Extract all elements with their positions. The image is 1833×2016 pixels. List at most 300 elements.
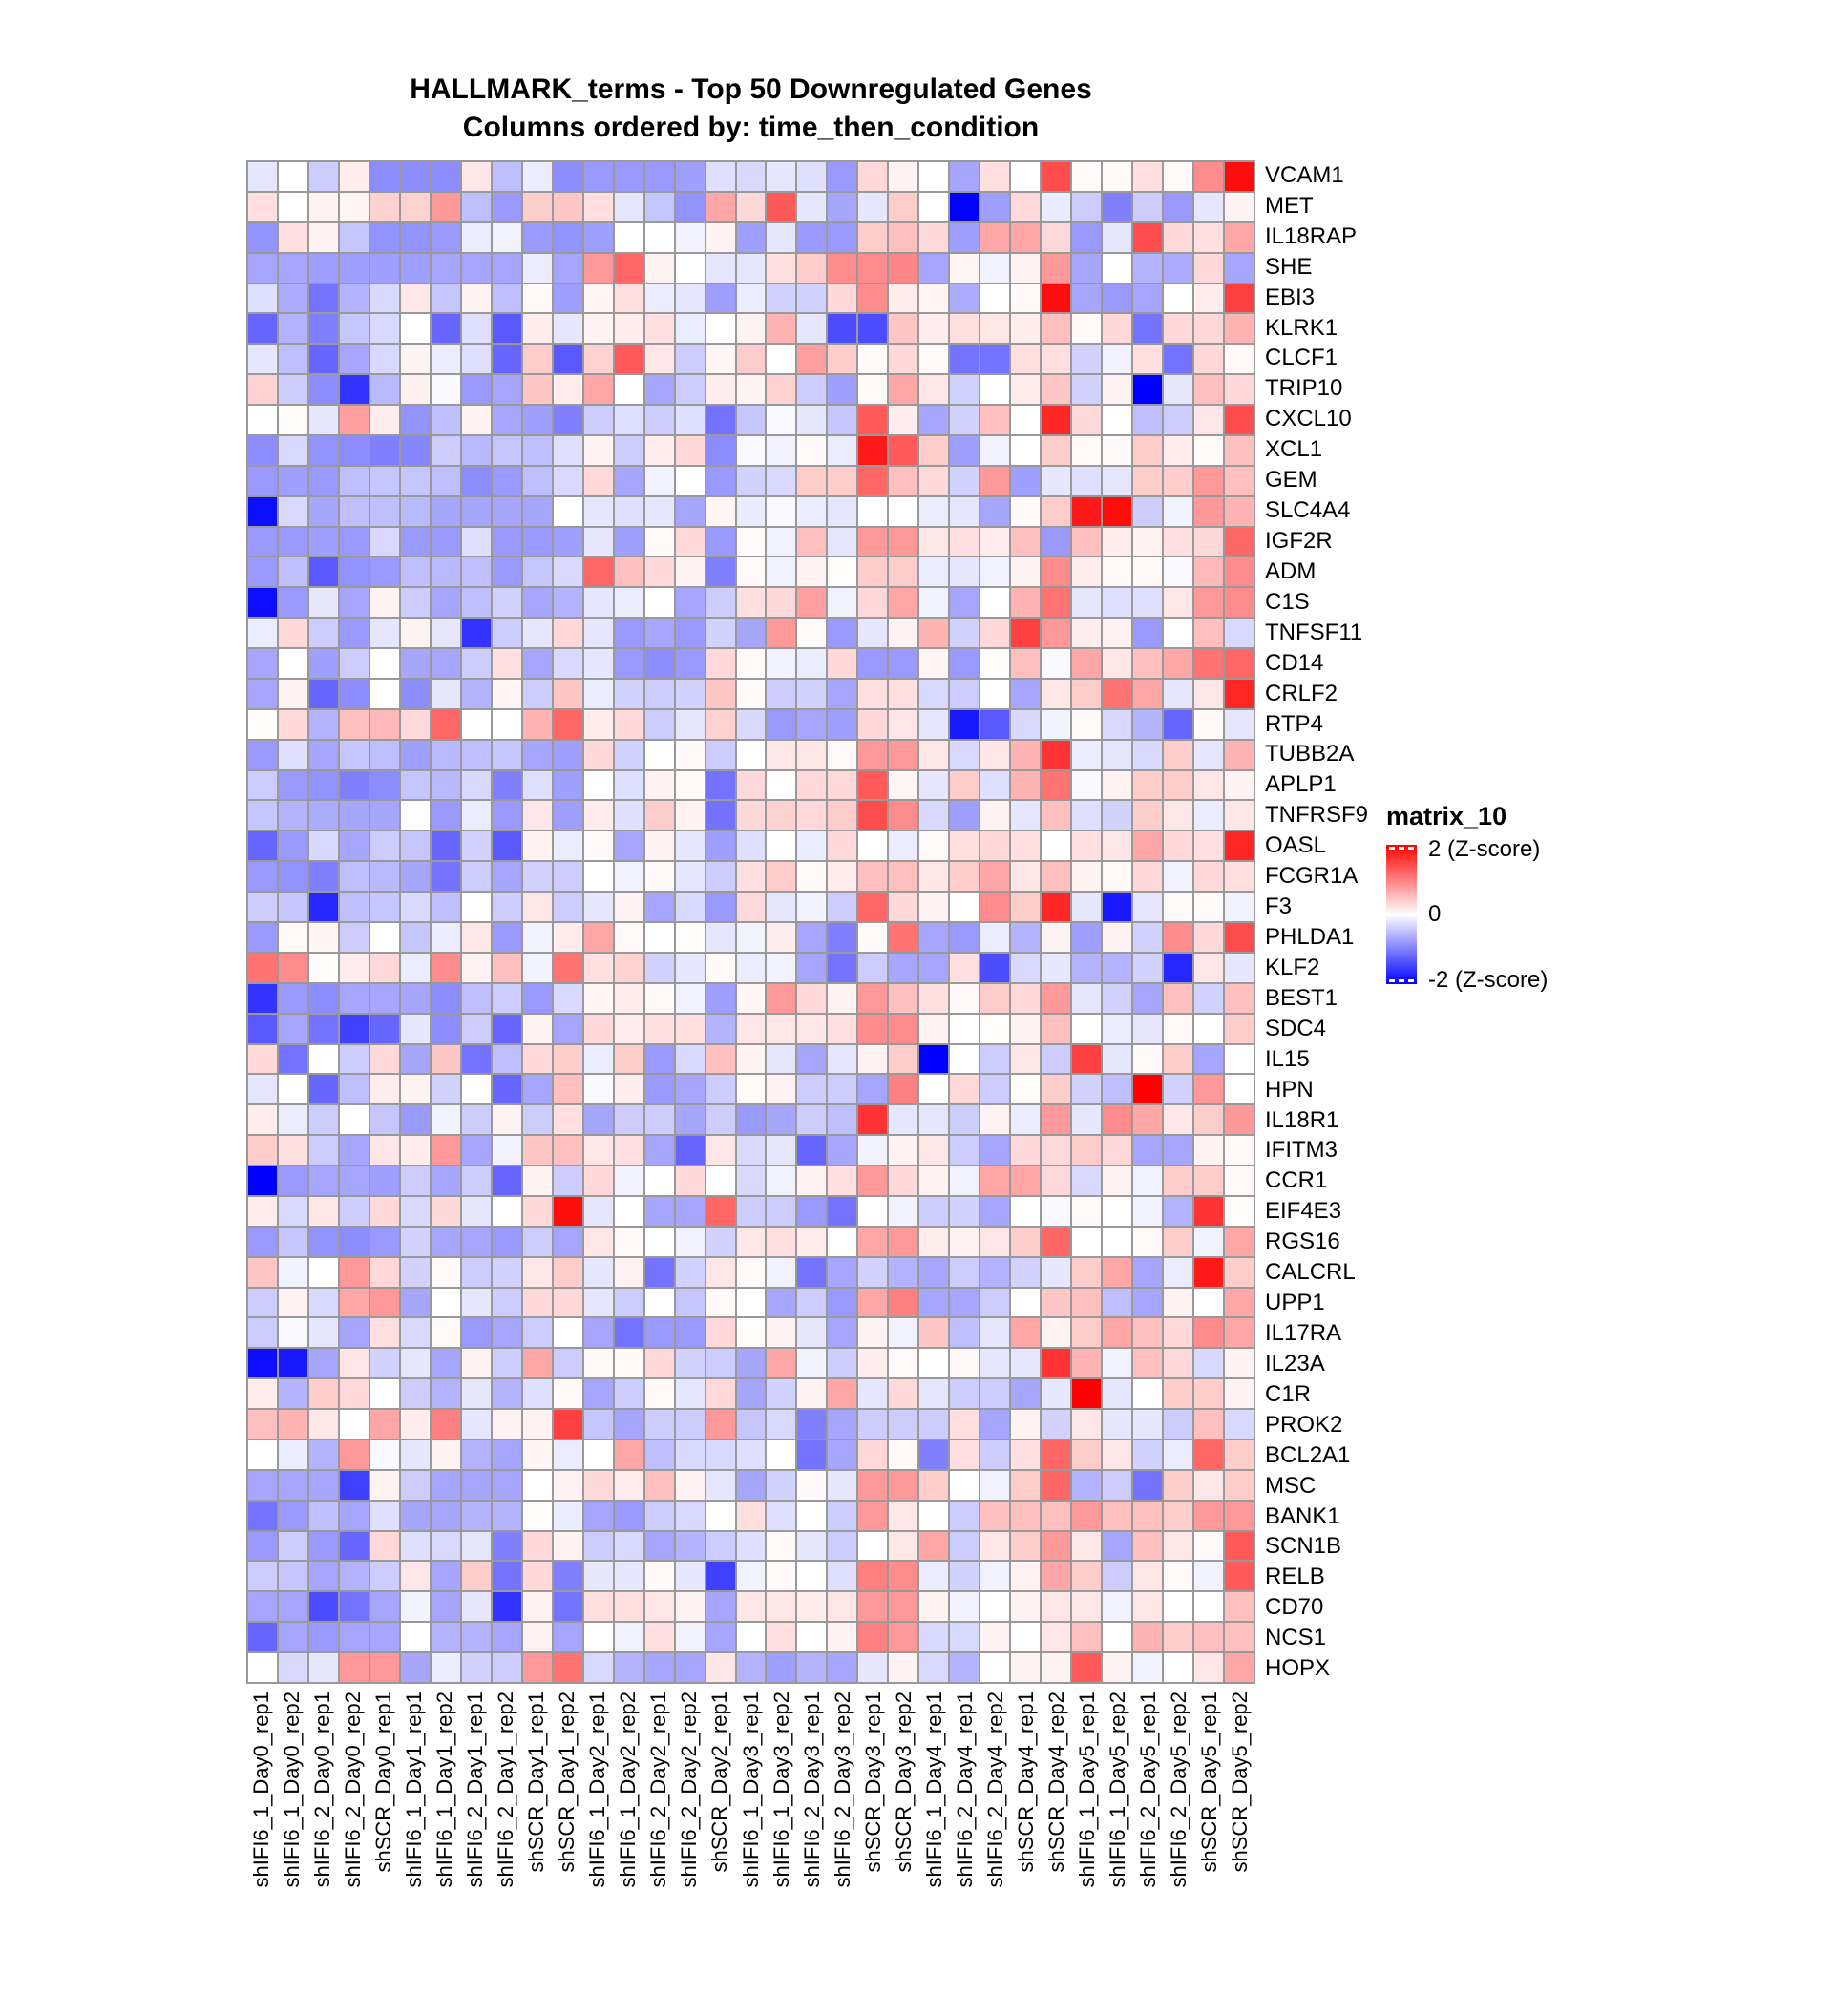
heatmap-cell: [370, 1562, 399, 1590]
heatmap-cell: [584, 680, 613, 708]
heatmap-cell: [889, 223, 917, 252]
heatmap-cell: [919, 1075, 948, 1103]
heatmap-cell: [1103, 193, 1131, 221]
heatmap-cell: [1042, 1623, 1070, 1651]
heatmap-cell: [1194, 1623, 1223, 1651]
heatmap-cell: [1225, 1349, 1254, 1377]
heatmap-cell: [1194, 223, 1223, 252]
heatmap-cell: [1072, 1471, 1101, 1500]
heatmap-cell: [309, 923, 338, 952]
heatmap-cell: [1194, 1349, 1223, 1377]
heatmap-cell: [370, 1258, 399, 1287]
heatmap-cell: [615, 284, 643, 313]
heatmap-cell: [950, 467, 979, 495]
heatmap-cell: [493, 984, 521, 1013]
heatmap-cell: [523, 1410, 552, 1438]
heatmap-cell: [737, 1289, 766, 1317]
heatmap-cell: [279, 193, 307, 221]
heatmap-cell: [645, 680, 674, 708]
heatmap-cell: [1133, 1532, 1162, 1561]
heatmap-cell: [462, 1166, 491, 1195]
heatmap-cell: [462, 771, 491, 800]
heatmap-cell: [340, 954, 369, 982]
heatmap-cell: [279, 892, 307, 921]
heatmap-cell: [706, 193, 735, 221]
heatmap-cell: [493, 193, 521, 221]
heatmap-cell: [797, 1592, 826, 1621]
heatmap-cell: [1164, 528, 1192, 556]
heatmap-cell: [584, 284, 613, 313]
heatmap-cell: [645, 1532, 674, 1561]
heatmap-cell: [950, 862, 979, 891]
heatmap-cell: [737, 1318, 766, 1347]
heatmap-cell: [797, 162, 826, 191]
heatmap-cell: [1225, 1410, 1254, 1438]
heatmap-cell: [645, 1258, 674, 1287]
heatmap-cell: [1072, 1045, 1101, 1074]
heatmap-cell: [706, 1045, 735, 1074]
legend-tick-mid: [1389, 914, 1414, 916]
heatmap-cell: [1133, 528, 1162, 556]
heatmap-cell: [1042, 375, 1070, 404]
heatmap-cell: [950, 254, 979, 283]
row-label: HPN: [1265, 1076, 1314, 1102]
heatmap-cell: [797, 528, 826, 556]
heatmap-cell: [584, 1105, 613, 1134]
heatmap-cell: [554, 619, 582, 647]
legend-title: matrix_10: [1386, 802, 1507, 830]
heatmap-cell: [309, 1197, 338, 1226]
heatmap-cell: [1133, 162, 1162, 191]
heatmap-cell: [462, 1502, 491, 1530]
heatmap-cell: [554, 680, 582, 708]
heatmap-cell: [706, 1105, 735, 1134]
heatmap-cell: [858, 223, 887, 252]
heatmap-cell: [676, 1562, 705, 1590]
heatmap-cell: [1133, 314, 1162, 343]
heatmap-cell: [889, 954, 917, 982]
heatmap-cell: [432, 1349, 460, 1377]
heatmap-cell: [919, 375, 948, 404]
heatmap-cell: [1164, 680, 1192, 708]
heatmap-cell: [248, 954, 277, 982]
heatmap-cell: [645, 771, 674, 800]
heatmap-cell: [858, 406, 887, 434]
heatmap-cell: [584, 1136, 613, 1165]
heatmap-cell: [1072, 831, 1101, 860]
heatmap-cell: [1133, 1197, 1162, 1226]
heatmap-cell: [737, 1623, 766, 1651]
heatmap-cell: [828, 436, 856, 465]
heatmap-cell: [1042, 1075, 1070, 1103]
heatmap-cell: [554, 1502, 582, 1530]
heatmap-cell: [1225, 1653, 1254, 1682]
heatmap-cell: [980, 406, 1009, 434]
heatmap-cell: [370, 436, 399, 465]
heatmap-cell: [706, 1136, 735, 1165]
heatmap-cell: [401, 923, 430, 952]
heatmap-legend: [1386, 802, 1549, 993]
heatmap-cell: [737, 892, 766, 921]
heatmap-cell: [1103, 1075, 1131, 1103]
heatmap-cell: [889, 1532, 917, 1561]
heatmap-cell: [1164, 254, 1192, 283]
heatmap-cell: [1194, 1532, 1223, 1561]
heatmap-cell: [1225, 710, 1254, 739]
heatmap-cell: [737, 741, 766, 769]
heatmap-cell: [919, 284, 948, 313]
heatmap-cell: [554, 954, 582, 982]
heatmap-cell: [554, 314, 582, 343]
heatmap-cell: [919, 1532, 948, 1561]
heatmap-cell: [1164, 557, 1192, 586]
heatmap-cell: [980, 1136, 1009, 1165]
heatmap-cell: [797, 1045, 826, 1074]
heatmap-cell: [584, 1562, 613, 1590]
heatmap-cell: [676, 1623, 705, 1651]
heatmap-cell: [1133, 649, 1162, 678]
heatmap-cell: [919, 1228, 948, 1256]
heatmap-cell: [370, 1532, 399, 1561]
heatmap-cell: [370, 497, 399, 526]
heatmap-cell: [828, 1562, 856, 1590]
heatmap-cell: [1194, 588, 1223, 617]
heatmap-cell: [615, 862, 643, 891]
heatmap-cell: [737, 1136, 766, 1165]
heatmap-cell: [1225, 1197, 1254, 1226]
heatmap-cell: [554, 1289, 582, 1317]
heatmap-cell: [248, 1653, 277, 1682]
heatmap-cell: [645, 1136, 674, 1165]
heatmap-cell: [554, 649, 582, 678]
heatmap-cell: [1072, 892, 1101, 921]
heatmap-cell: [950, 528, 979, 556]
heatmap-cell: [1042, 557, 1070, 586]
heatmap-cell: [554, 375, 582, 404]
heatmap-cell: [1194, 923, 1223, 952]
heatmap-cell: [279, 1471, 307, 1500]
heatmap-cell: [462, 497, 491, 526]
heatmap-cell: [554, 1105, 582, 1134]
heatmap-cell: [676, 497, 705, 526]
heatmap-cell: [584, 1289, 613, 1317]
heatmap-cell: [309, 984, 338, 1013]
heatmap-cell: [676, 1289, 705, 1317]
heatmap-cell: [370, 1379, 399, 1408]
heatmap-cell: [493, 375, 521, 404]
heatmap-cell: [737, 436, 766, 465]
heatmap-cell: [1072, 1379, 1101, 1408]
heatmap-cell: [340, 588, 369, 617]
heatmap-cell: [554, 1379, 582, 1408]
heatmap-cell: [737, 831, 766, 860]
heatmap-cell: [767, 406, 795, 434]
heatmap-cell: [1042, 923, 1070, 952]
heatmap-cell: [584, 984, 613, 1013]
row-label: C1S: [1265, 588, 1310, 615]
heatmap-cell: [279, 1440, 307, 1469]
heatmap-cell: [1194, 649, 1223, 678]
heatmap-cell: [1133, 862, 1162, 891]
heatmap-cell: [919, 831, 948, 860]
heatmap-cell: [1194, 1653, 1223, 1682]
heatmap-cell: [584, 436, 613, 465]
heatmap-cell: [919, 1015, 948, 1043]
column-label: shIFI6_2_Day0_rep1: [310, 1691, 335, 1888]
heatmap-cell: [706, 254, 735, 283]
heatmap-cell: [889, 497, 917, 526]
heatmap-cell: [340, 680, 369, 708]
heatmap-cell: [462, 1318, 491, 1347]
heatmap-cell: [432, 1318, 460, 1347]
heatmap-cell: [889, 680, 917, 708]
heatmap-cell: [706, 892, 735, 921]
heatmap-cell: [919, 1592, 948, 1621]
heatmap-cell: [523, 1166, 552, 1195]
heatmap-cell: [889, 1166, 917, 1195]
heatmap-cell: [1072, 1440, 1101, 1469]
heatmap-cell: [554, 1258, 582, 1287]
heatmap-cell: [706, 406, 735, 434]
heatmap-cell: [401, 1136, 430, 1165]
heatmap-cell: [889, 345, 917, 373]
heatmap-cell: [340, 649, 369, 678]
heatmap-cell: [980, 619, 1009, 647]
heatmap-cell: [919, 649, 948, 678]
heatmap-cell: [737, 1532, 766, 1561]
row-label: XCL1: [1265, 436, 1323, 463]
heatmap-cell: [980, 1532, 1009, 1561]
heatmap-cell: [248, 1440, 277, 1469]
heatmap-cell: [309, 1623, 338, 1651]
heatmap-cell: [645, 710, 674, 739]
heatmap-cell: [858, 588, 887, 617]
heatmap-cell: [1194, 406, 1223, 434]
heatmap-cell: [950, 1045, 979, 1074]
heatmap-cell: [1011, 1015, 1040, 1043]
heatmap-cell: [1103, 497, 1131, 526]
heatmap-cell: [706, 345, 735, 373]
heatmap-cell: [309, 1592, 338, 1621]
heatmap-cell: [523, 314, 552, 343]
heatmap-cell: [554, 528, 582, 556]
heatmap-cell: [309, 680, 338, 708]
row-label: TNFRSF9: [1265, 802, 1368, 829]
heatmap-cell: [1011, 497, 1040, 526]
heatmap-cell: [767, 1197, 795, 1226]
heatmap-cell: [858, 193, 887, 221]
heatmap-cell: [706, 862, 735, 891]
heatmap-cell: [1042, 1349, 1070, 1377]
heatmap-cell: [676, 436, 705, 465]
heatmap-cell: [1103, 1532, 1131, 1561]
heatmap-cell: [248, 1562, 277, 1590]
heatmap-cell: [401, 193, 430, 221]
heatmap-cell: [370, 223, 399, 252]
heatmap-cell: [523, 954, 552, 982]
heatmap-cell: [584, 1623, 613, 1651]
row-label: PHLDA1: [1265, 924, 1355, 950]
heatmap-cell: [737, 710, 766, 739]
heatmap-cell: [706, 284, 735, 313]
heatmap-cell: [919, 1623, 948, 1651]
heatmap-cell: [1103, 1379, 1131, 1408]
heatmap-cell: [401, 284, 430, 313]
heatmap-cell: [828, 619, 856, 647]
row-label: TRIP10: [1265, 375, 1343, 402]
heatmap-cell: [950, 375, 979, 404]
heatmap-cell: [1103, 345, 1131, 373]
heatmap-cell: [919, 801, 948, 830]
heatmap-cell: [706, 1410, 735, 1438]
heatmap-cell: [1103, 436, 1131, 465]
column-label: shSCR_Day3_rep1: [860, 1691, 885, 1873]
heatmap-cell: [248, 1592, 277, 1621]
heatmap-cell: [615, 1471, 643, 1500]
row-label: CALCRL: [1265, 1259, 1356, 1286]
heatmap-cell: [1011, 1166, 1040, 1195]
heatmap-cell: [1194, 1289, 1223, 1317]
heatmap-cell: [645, 406, 674, 434]
heatmap-cell: [615, 1289, 643, 1317]
heatmap-cell: [279, 162, 307, 191]
heatmap-cell: [584, 649, 613, 678]
heatmap-cell: [584, 862, 613, 891]
heatmap-cell: [1042, 984, 1070, 1013]
heatmap-cell: [1133, 193, 1162, 221]
heatmap-cell: [1011, 984, 1040, 1013]
heatmap-cell: [340, 497, 369, 526]
heatmap-cell: [645, 375, 674, 404]
heatmap-cell: [1133, 406, 1162, 434]
heatmap-cell: [615, 1379, 643, 1408]
heatmap-cell: [645, 1379, 674, 1408]
heatmap-cell: [737, 649, 766, 678]
heatmap-cell: [737, 1471, 766, 1500]
heatmap-cell: [615, 1440, 643, 1469]
heatmap-cell: [828, 1379, 856, 1408]
heatmap-cell: [1103, 680, 1131, 708]
heatmap-cell: [706, 619, 735, 647]
heatmap-cell: [340, 406, 369, 434]
heatmap-cell: [309, 345, 338, 373]
heatmap-cell: [1133, 467, 1162, 495]
heatmap-cell: [493, 923, 521, 952]
heatmap-cell: [767, 923, 795, 952]
heatmap-cell: [615, 406, 643, 434]
heatmap-cell: [370, 892, 399, 921]
heatmap-cell: [340, 1318, 369, 1347]
heatmap-cell: [889, 314, 917, 343]
heatmap-cell: [340, 892, 369, 921]
heatmap-cell: [797, 223, 826, 252]
heatmap-cell: [584, 314, 613, 343]
row-label: TNFSF11: [1265, 619, 1363, 645]
heatmap-cell: [1011, 1410, 1040, 1438]
heatmap-cell: [279, 831, 307, 860]
heatmap-cell: [676, 1166, 705, 1195]
heatmap-cell: [980, 680, 1009, 708]
row-label: F3: [1265, 893, 1293, 920]
heatmap-cell: [493, 1105, 521, 1134]
heatmap-cell: [797, 984, 826, 1013]
heatmap-cell: [493, 1318, 521, 1347]
heatmap-cell: [1164, 892, 1192, 921]
heatmap-cell: [950, 284, 979, 313]
heatmap-cell: [615, 557, 643, 586]
heatmap-cell: [1225, 1532, 1254, 1561]
heatmap-cell: [248, 801, 277, 830]
heatmap-cell: [980, 923, 1009, 952]
heatmap-cell: [432, 1471, 460, 1500]
heatmap-cell: [828, 1623, 856, 1651]
heatmap-cell: [767, 1015, 795, 1043]
column-label: shIFI6_1_Day2_rep1: [585, 1691, 610, 1888]
legend-tick-min: [1389, 979, 1414, 982]
heatmap-cell: [676, 1349, 705, 1377]
heatmap-cell: [858, 831, 887, 860]
heatmap-cell: [1011, 375, 1040, 404]
heatmap-cell: [1011, 1197, 1040, 1226]
heatmap-cell: [950, 771, 979, 800]
heatmap-cell: [645, 162, 674, 191]
heatmap-cell: [615, 345, 643, 373]
heatmap-cell: [676, 557, 705, 586]
heatmap-cell: [584, 528, 613, 556]
heatmap-cell: [767, 619, 795, 647]
heatmap-cell: [1042, 1289, 1070, 1317]
heatmap-cell: [1225, 314, 1254, 343]
heatmap-cell: [1042, 1379, 1070, 1408]
heatmap-cell: [615, 954, 643, 982]
heatmap-matrix: [246, 160, 1255, 1684]
heatmap-cell: [493, 1562, 521, 1590]
heatmap-cell: [615, 1623, 643, 1651]
heatmap-cell: [432, 314, 460, 343]
column-label: shIFI6_2_Day1_rep2: [494, 1691, 518, 1888]
heatmap-cell: [919, 741, 948, 769]
heatmap-cell: [706, 528, 735, 556]
column-label: shIFI6_1_Day0_rep2: [280, 1691, 305, 1888]
heatmap-cell: [1103, 1410, 1131, 1438]
heatmap-cell: [797, 1228, 826, 1256]
heatmap-cell: [370, 771, 399, 800]
heatmap-cell: [309, 710, 338, 739]
heatmap-cell: [370, 375, 399, 404]
heatmap-cell: [828, 862, 856, 891]
heatmap-cell: [767, 1289, 795, 1317]
heatmap-cell: [493, 1136, 521, 1165]
heatmap-cell: [1103, 314, 1131, 343]
heatmap-cell: [309, 619, 338, 647]
heatmap-cell: [889, 1410, 917, 1438]
heatmap-cell: [950, 162, 979, 191]
heatmap-cell: [1072, 406, 1101, 434]
heatmap-cell: [615, 467, 643, 495]
heatmap-cell: [248, 1623, 277, 1651]
heatmap-cell: [248, 1349, 277, 1377]
heatmap-cell: [1133, 1289, 1162, 1317]
heatmap-cell: [645, 984, 674, 1013]
heatmap-cell: [340, 1075, 369, 1103]
heatmap-cell: [309, 954, 338, 982]
heatmap-cell: [1133, 1410, 1162, 1438]
heatmap-cell: [1103, 588, 1131, 617]
heatmap-cell: [1072, 1075, 1101, 1103]
heatmap-cell: [980, 1289, 1009, 1317]
heatmap-cell: [767, 831, 795, 860]
heatmap-cell: [797, 1410, 826, 1438]
